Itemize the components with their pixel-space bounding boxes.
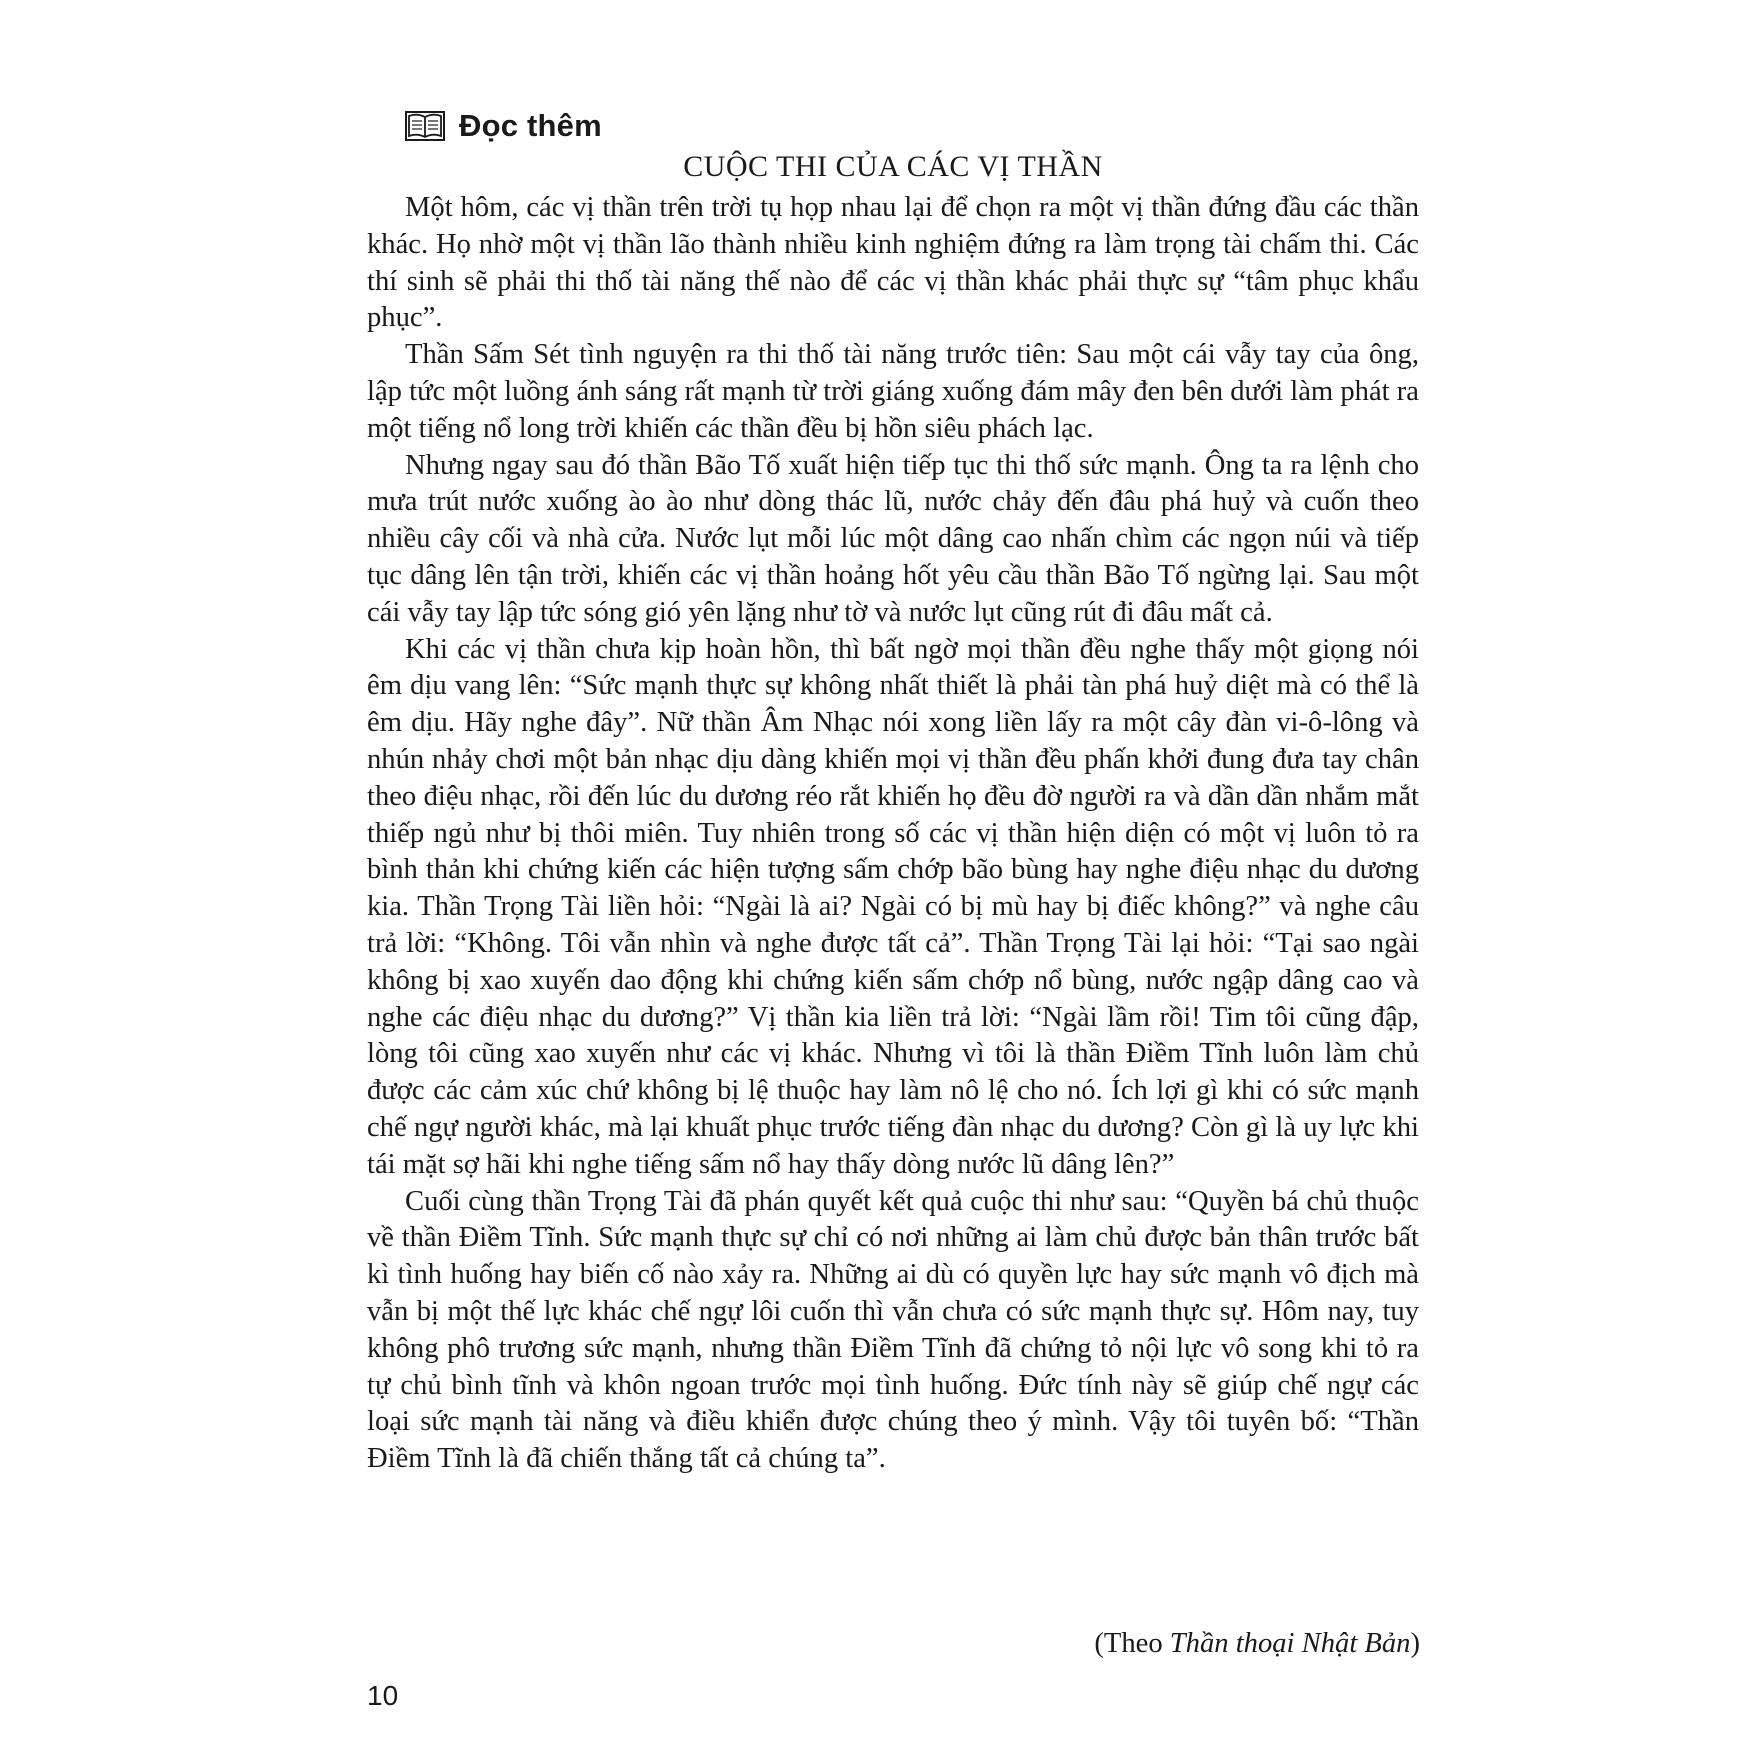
citation-prefix: (Theo <box>1094 1628 1170 1659</box>
source-citation <box>1094 1628 1420 1660</box>
story-body <box>367 190 1419 1478</box>
story-paragraph: Nhưng ngay sau đó thần Bão Tố xuất hiện tiếp tục thi thố sức mạnh. Ông ta ra lệnh cho mưa trút nước xuống ào ào như dòng thác lũ, nước chảy đến đâu phá huỷ và cuốn theo nhiều cây cối và nhà cửa. Nước lụt mỗi lúc một dâng cao nhấn chìm các ngọn núi và tiếp tục dâng lên tận trời, khiến các vị thần hoảng hốt yêu cầu thần Bão Tố ngừng lại. Sau một cái vẫy tay lập tức sóng gió yên lặng như tờ và nước lụt cũng rút đi đâu mất cả. <box>367 449 1419 628</box>
citation-suffix: ) <box>1410 1628 1420 1659</box>
section-title: Đọc thêm <box>459 108 602 143</box>
story-title: CUỘC THI CỦA CÁC VỊ THẦN <box>683 150 1103 183</box>
story-paragraph: Cuối cùng thần Trọng Tài đã phán quyết kết quả cuộc thi như sau: “Quyền bá chủ thuộc về thần Điềm Tĩnh. Sức mạnh thực sự chỉ có nơi những ai làm chủ được bản thân trước bất kì tình huống hay biến cố nào xảy ra. Những ai dù có quyền lực hay sức mạnh vô địch mà vẫn bị một thế lực khác chế ngự lôi cuốn thì vẫn chưa có sức mạnh thực sự. Hôm nay, tuy không phô trương sức mạnh, nhưng thần Điềm Tĩnh đã chứng tỏ nội lực vô song khi tỏ ra tự chủ bình tĩnh và khôn ngoan trước mọi tình huống. Đức tính này sẽ giúp chế ngự các loại sức mạnh tài năng và điều khiển được chúng theo ý mình. Vậy tôi tuyên bố: “Thần Điềm Tĩnh là đã chiến thắng tất cả chúng ta”. <box>367 1185 1419 1475</box>
citation-source: Thần thoại Nhật Bản <box>1169 1628 1411 1659</box>
section-heading <box>405 108 602 144</box>
page-number: 10 <box>367 1680 399 1711</box>
story-paragraph: Thần Sấm Sét tình nguyện ra thi thố tài năng trước tiên: Sau một cái vẫy tay của ông, lập tức một luồng ánh sáng rất mạnh từ trời giáng xuống đám mây đen bên dưới làm phát ra một tiếng nổ long trời khiến các thần đều bị hồn siêu phách lạc. <box>367 339 1419 444</box>
story-paragraph: Một hôm, các vị thần trên trời tụ họp nhau lại để chọn ra một vị thần đứng đầu các thần khác. Họ nhờ một vị thần lão thành nhiều kinh nghiệm đứng ra làm trọng tài chấm thi. Các thí sinh sẽ phải thi thố tài năng thế nào để các vị thần khác phải thực sự “tâm phục khẩu phục”. <box>367 192 1419 334</box>
book-icon <box>405 111 445 141</box>
story-paragraph: Khi các vị thần chưa kịp hoàn hồn, thì bất ngờ mọi thần đều nghe thấy một giọng nói êm dịu vang lên: “Sức mạnh thực sự không nhất thiết là phải tàn phá huỷ diệt mà có thể là êm dịu. Hãy nghe đây”. Nữ thần Âm Nhạc nói xong liền lấy ra một cây đàn vi-ô-lông và nhún nhảy chơi một bản nhạc dịu dàng khiến mọi vị thần đều phấn khởi đung đưa tay chân theo điệu nhạc, rồi đến lúc du dương réo rắt khiến họ đều đờ người ra và dần dần nhắm mắt thiếp ngủ như bị thôi miên. Tuy nhiên trong số các vị thần hiện diện có một vị luôn tỏ ra bình thản khi chứng kiến các hiện tượng sấm chớp bão bùng hay nghe điệu nhạc du dương kia. Thần Trọng Tài liền hỏi: “Ngài là ai? Ngài có bị mù hay bị điếc không?” và nghe câu trả lời: “Không. Tôi vẫn nhìn và nghe được tất cả”. Thần Trọng Tài lại hỏi: “Tại sao ngài không bị xao xuyến dao động khi chứng kiến sấm chớp nổ bùng, nước ngập dâng cao và nghe các điệu nhạc du dương?” Vị thần kia liền trả lời: “Ngài lầm rồi! Tim tôi cũng đập, lòng tôi cũng xao xuyến như các vị khác. Nhưng vì tôi là thần Điềm Tĩnh luôn làm chủ được các cảm xúc chứ không bị lệ thuộc hay làm nô lệ cho nó. Ích lợi gì khi có sức mạnh chế ngự người khác, mà lại khuất phục trước tiếng đàn nhạc du dương? Còn gì là uy lực khi tái mặt sợ hãi khi nghe tiếng sấm nổ hay thấy dòng nước lũ dâng lên?” <box>367 633 1419 1180</box>
